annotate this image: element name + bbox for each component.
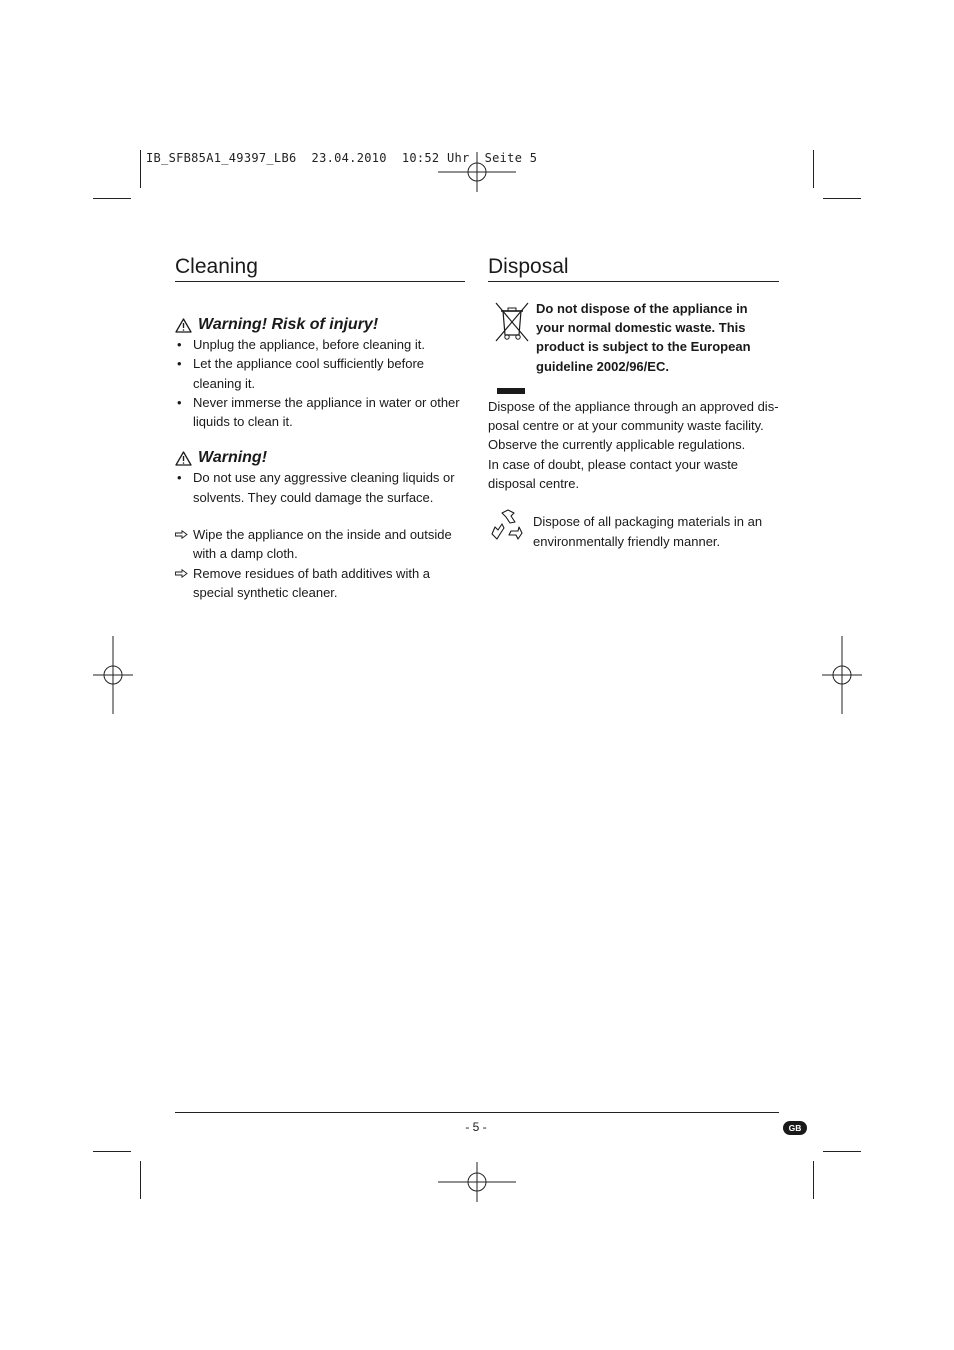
registration-mark-bottom bbox=[438, 1162, 516, 1202]
disposal-notice-text: Do not dispose of the appliance in your normal domestic waste. This product is subject to the European guideline 2002/96/EC. bbox=[536, 301, 751, 374]
registration-mark-top bbox=[438, 152, 516, 192]
warning1-list bbox=[175, 335, 465, 431]
cleaning-section bbox=[175, 255, 465, 602]
crossed-out-wheelie-bin-icon bbox=[494, 301, 530, 351]
weee-bar bbox=[497, 388, 525, 394]
list-item bbox=[175, 564, 465, 603]
warning-triangle-icon bbox=[175, 451, 192, 466]
language-badge: GB bbox=[783, 1121, 807, 1135]
disposal-section bbox=[488, 255, 779, 551]
cleaning-steps bbox=[175, 525, 465, 602]
page-number: - 5 - bbox=[465, 1120, 487, 1134]
disposal-notice bbox=[488, 299, 779, 376]
step-text: Wipe the appliance on the inside and outside with a damp cloth. bbox=[193, 527, 452, 562]
footer-rule bbox=[175, 1112, 779, 1113]
packaging-text: Dispose of all packaging materials in an environmentally friendly manner. bbox=[533, 514, 763, 549]
step-text: Remove residues of bath additives with a special synthetic cleaner. bbox=[193, 565, 431, 600]
warning-label: Warning! bbox=[198, 449, 268, 467]
list-item: • Unplug the appliance, before cleaning it. bbox=[175, 335, 465, 354]
warning2-list bbox=[175, 468, 465, 507]
registration-mark-left bbox=[93, 636, 133, 714]
warning-triangle-icon bbox=[175, 318, 192, 333]
disposal-paragraph: Dispose of the appliance through an approved dis-posal centre or at your community waste facility. Observe the currently applicable regulations. bbox=[488, 398, 779, 453]
disposal-paragraph-doubt: In case of doubt, please contact your waste disposal centre. bbox=[488, 456, 739, 491]
warning-risk-of-injury bbox=[175, 316, 465, 334]
recycling-icon bbox=[489, 507, 527, 545]
registration-mark-right bbox=[822, 636, 862, 714]
list-item: • Do not use any aggressive cleaning liquids or solvents. They could damage the surface. bbox=[175, 468, 465, 507]
packaging-note bbox=[488, 512, 779, 551]
disposal-heading: Disposal bbox=[488, 255, 779, 282]
list-item bbox=[175, 525, 465, 564]
cleaning-heading: Cleaning bbox=[175, 255, 465, 282]
arrow-right-icon bbox=[175, 530, 188, 539]
warning-label: Warning! Risk of injury! bbox=[198, 316, 379, 333]
arrow-right-icon bbox=[175, 569, 188, 578]
list-item: • Let the appliance cool sufficiently before cleaning it. bbox=[175, 354, 465, 393]
print-slug: IB_SFB85A1_49397_LB6 23.04.2010 10:52 Uhr Seite 5 bbox=[146, 151, 538, 165]
warning-general bbox=[175, 449, 465, 467]
list-item: • Never immerse the appliance in water or other liquids to clean it. bbox=[175, 393, 465, 432]
